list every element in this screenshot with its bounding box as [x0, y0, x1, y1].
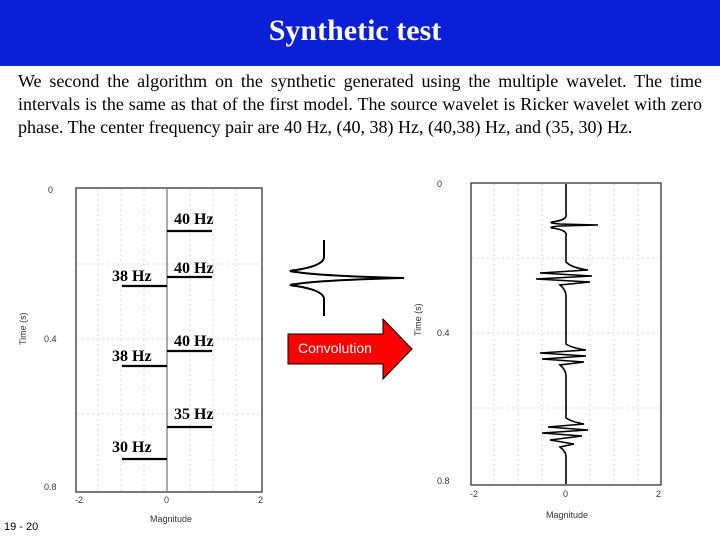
wavelet-trace	[291, 240, 405, 316]
label-40hz-2: 40 Hz	[174, 260, 214, 277]
convolution-label: Convolution	[298, 340, 372, 356]
convolution-arrow	[288, 319, 412, 379]
right-xtick-2: 2	[656, 489, 662, 499]
right-ylabel: Time (s)	[413, 303, 423, 336]
right-ytick-0: 0	[437, 179, 443, 189]
right-xtick-0: -2	[470, 489, 479, 499]
left-ytick-2: 0.8	[44, 482, 57, 492]
right-ytick-1: 0.4	[437, 328, 450, 338]
body-paragraph: We second the algorithm on the synthetic generated using the multiple wavelet. The time intervals is the same as that of the first model. The source wavelet is Ricker wavelet with zero phase. The center frequency pair are 40 Hz, (40, 38) Hz, (40,38) Hz, and (35, 30) Hz.	[18, 71, 702, 137]
left-xtick-0: -2	[75, 495, 84, 505]
right-ytick-2: 0.8	[437, 476, 450, 486]
left-ylabel: Time (s)	[18, 312, 28, 345]
left-xtick-2: 2	[258, 495, 264, 505]
left-plot	[18, 185, 263, 524]
left-xlabel: Magnitude	[150, 514, 193, 524]
left-plot-grid	[77, 189, 261, 491]
right-plot	[413, 179, 661, 520]
left-ytick-1: 0.4	[44, 334, 57, 344]
slide-number: 19 - 20	[4, 521, 39, 533]
label-40hz-1: 40 Hz	[174, 211, 214, 228]
right-xlabel: Magnitude	[546, 510, 589, 520]
label-40hz-3: 40 Hz	[174, 333, 214, 350]
left-ytick-0: 0	[48, 185, 54, 195]
label-35hz: 35 Hz	[174, 406, 214, 423]
ricker-wavelet	[291, 240, 405, 316]
label-38hz-2: 38 Hz	[112, 348, 152, 365]
label-30hz: 30 Hz	[112, 439, 152, 456]
label-38hz-1: 38 Hz	[112, 268, 152, 285]
left-plot-frame	[76, 188, 262, 492]
right-xtick-1: 0	[563, 489, 569, 499]
synthetic-trace	[536, 184, 598, 484]
slide-title: Synthetic test	[268, 14, 442, 47]
left-xtick-1: 0	[164, 495, 170, 505]
